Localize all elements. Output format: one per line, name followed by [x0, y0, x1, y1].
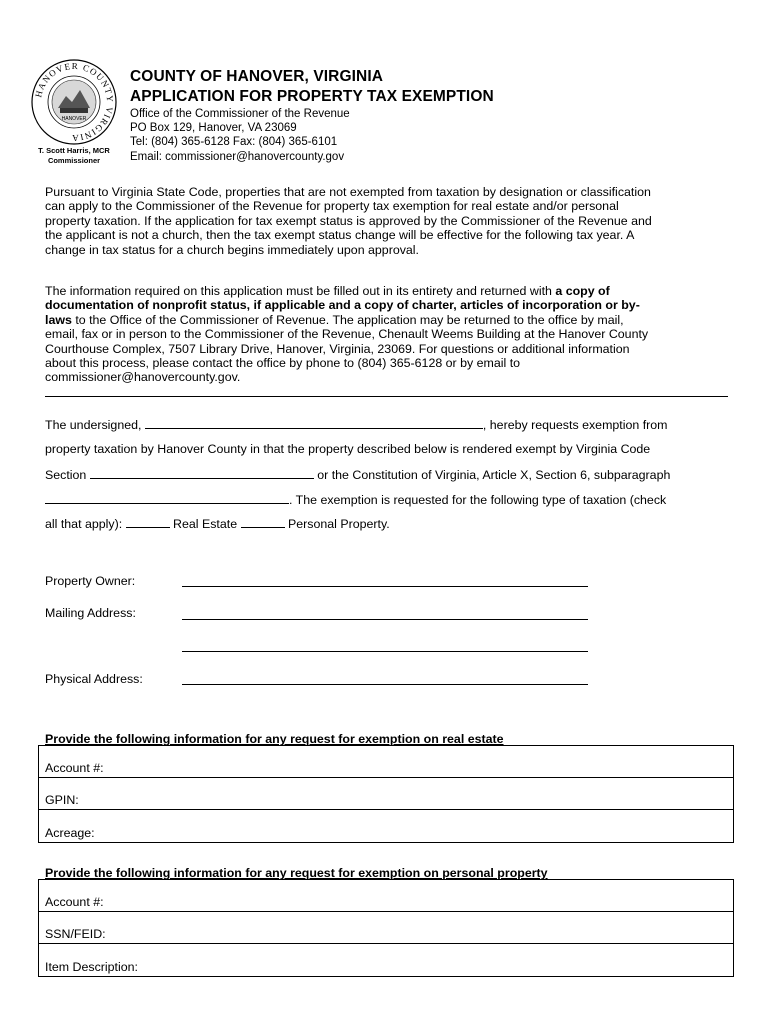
undersigned-suffix: , hereby requests exemption from [482, 418, 668, 432]
intro-line: Pursuant to Virginia State Code, properties that are not exempted from taxation by designation or classification [45, 185, 651, 199]
personal-property-info-table [38, 879, 734, 977]
personal-property-section-heading: Provide the following information for any request for exemption on personal property [45, 866, 548, 880]
office-phone: Tel: (804) 365-6128 Fax: (804) 365-6101 [130, 136, 338, 148]
office-po-box: PO Box 129, Hanover, VA 23069 [130, 122, 297, 134]
intro-line: change in tax status for a church begins immediately upon approval. [45, 242, 420, 257]
real-estate-info-table [38, 745, 734, 843]
real-estate-account-row[interactable] [39, 746, 733, 778]
code-section-line [45, 467, 670, 482]
mailing-address-field-2[interactable] [182, 651, 588, 652]
instructions-text: to the Office of the Commissioner of Revenue. The application may be returned to the office by mail, [71, 312, 624, 327]
row-label: Account #: [45, 761, 104, 775]
commissioner-title: Commissioner [47, 156, 101, 165]
request-line-4: . The exemption is requested for the following type of taxation (check [289, 493, 667, 507]
office-email: Email: commissioner@hanovercounty.gov [130, 151, 345, 163]
document-title-line2: APPLICATION FOR PROPERTY TAX EXEMPTION [130, 88, 494, 105]
property-owner-label: Property Owner: [45, 574, 136, 588]
physical-address-label: Physical Address: [45, 672, 143, 686]
instructions-bold: documentation of nonprofit status, if applicable and a copy of charter, articles of incorporation or by- [45, 298, 640, 313]
county-seal-icon [30, 58, 118, 146]
instructions-text: email, fax or in person to the Commissioner of the Revenue, Chenault Weems Building at the Hanover County [45, 327, 649, 342]
instructions-bold: a copy of [555, 284, 610, 298]
personal-property-label: Personal Property. [284, 517, 390, 531]
row-label: Account #: [45, 895, 104, 909]
request-line-2: property taxation by Hanover County in that the property described below is rendered exempt by Virginia Code [45, 442, 651, 456]
taxation-type-prefix: all that apply): [45, 517, 123, 531]
row-label: Acreage: [45, 826, 95, 840]
undersigned-line [45, 417, 667, 432]
personal-property-ssn-row[interactable] [39, 912, 733, 944]
subparagraph-field[interactable] [45, 492, 289, 504]
commissioner-name: T. Scott Harris, MCR [38, 146, 110, 155]
personal-property-check-field[interactable] [241, 516, 285, 528]
real-estate-acreage-row[interactable] [39, 810, 733, 842]
mailing-address-field[interactable] [182, 619, 588, 620]
document-title-line1: COUNTY OF HANOVER, VIRGINIA [130, 68, 384, 85]
property-owner-field[interactable] [182, 586, 588, 587]
undersigned-prefix: The undersigned, [45, 418, 142, 432]
office-name: Office of the Commissioner of the Revenue [130, 108, 350, 120]
instructions-text: about this process, please contact the office by phone to (804) 365-6128 or by email to [45, 356, 521, 371]
mailing-address-label: Mailing Address: [45, 606, 136, 620]
applicant-name-field[interactable] [145, 417, 483, 429]
intro-paragraph [45, 185, 735, 257]
instructions-text: The information required on this application must be filled out in its entirety and returned with [45, 284, 556, 298]
physical-address-field[interactable] [182, 684, 588, 685]
instructions-text: Courthouse Complex, 7507 Library Drive, Hanover, Virginia, 23069. For questions or additional information [45, 341, 630, 356]
seal-center-text: HANOVER [61, 116, 87, 122]
subparagraph-line [45, 492, 666, 507]
intro-line: property taxation. If the application for tax exempt status is approved by the Commissioner of the Revenue and [45, 213, 652, 228]
code-section-field[interactable] [90, 467, 314, 479]
row-label: Item Description: [45, 960, 138, 974]
instructions-bold: laws [45, 312, 72, 327]
section-suffix: or the Constitution of Virginia, Article X, Section 6, subparagraph [313, 468, 671, 482]
personal-property-account-row[interactable] [39, 880, 733, 912]
seal-ring-text: HANOVER COUNTY VIRGINIA [33, 60, 116, 144]
intro-line: can apply to the Commissioner of the Revenue for property tax exemption for real estate and/or personal [45, 199, 619, 214]
section-prefix: Section [45, 468, 87, 482]
intro-line: the applicant is not a church, then the tax exempt status change will be effective for the following tax year. A [45, 228, 635, 243]
real-estate-check-field[interactable] [126, 516, 170, 528]
personal-property-item-row[interactable] [39, 944, 733, 976]
row-label: SSN/FEID: [45, 927, 106, 941]
real-estate-section-heading: Provide the following information for any request for exemption on real estate [45, 732, 504, 746]
instructions-paragraph [45, 284, 735, 385]
real-estate-label: Real Estate [169, 517, 238, 531]
taxation-type-line [45, 516, 390, 531]
section-divider [45, 396, 728, 397]
row-label: GPIN: [45, 793, 79, 807]
instructions-text: commissioner@hanovercounty.gov. [45, 370, 241, 385]
real-estate-gpin-row[interactable] [39, 778, 733, 810]
